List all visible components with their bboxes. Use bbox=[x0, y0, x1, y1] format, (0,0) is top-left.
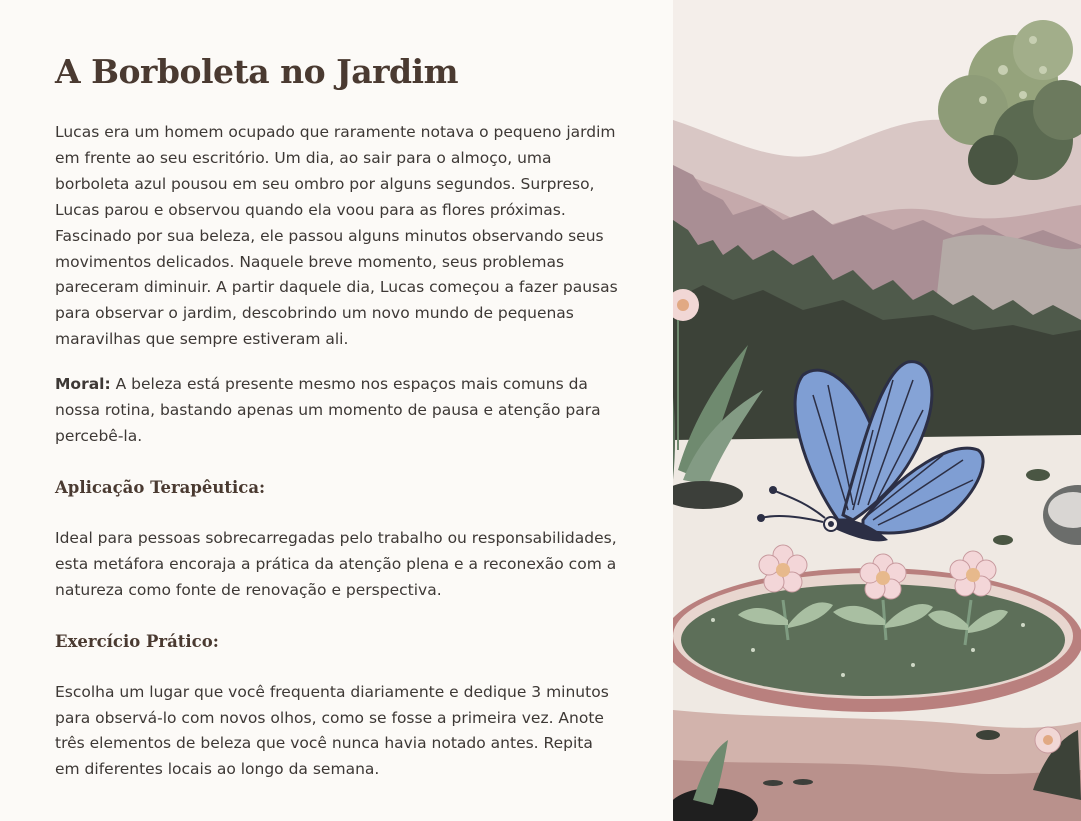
therapeutic-text: Ideal para pessoas sobrecarregadas pelo trabalho ou responsabilidades, esta metáfora encoraja a prática da atenção plena e a reconexão com a natureza como fonte de renovação e perspectiva. bbox=[55, 528, 617, 599]
garden-illustration bbox=[673, 0, 1081, 821]
page-title: A Borboleta no Jardim bbox=[55, 52, 459, 91]
story-text-column bbox=[55, 50, 620, 783]
moral-label: Moral: bbox=[55, 375, 111, 394]
moral-text: A beleza está presente mesmo nos espaços mais comuns da nossa rotina, bastando apenas um momento de pausa e atenção para percebê-la. bbox=[55, 375, 601, 445]
story-paragraph: Lucas era um homem ocupado que raramente notava o pequeno jardim em frente ao seu escritório. Um dia, ao sair para o almoço, uma borboleta azul pousou em seu ombro por alguns segundos. Surpreso, Lucas parou e observou quando ela voou para as flores próximas. Fascinado por sua beleza, ele passou alguns minutos observando seus movimentos delicados. Naquele breve momento, seus problemas pareceram diminuir. A partir daquele dia, Lucas começou a fazer pausas para observar o jardim, descobrindo um novo mundo de pequenas maravilhas que sempre estiveram ali. bbox=[55, 123, 618, 349]
therapeutic-heading: Aplicação Terapêutica: bbox=[55, 477, 266, 497]
exercise-heading: Exercício Prático: bbox=[55, 631, 219, 651]
moral-paragraph bbox=[55, 372, 620, 450]
exercise-text: Escolha um lugar que você frequenta diariamente e dedique 3 minutos para observá-lo com novos olhos, como se fosse a primeira vez. Anote três elementos de beleza que você nunca havia notado antes. Repita em diferentes locais ao longo da semana. bbox=[55, 682, 609, 779]
